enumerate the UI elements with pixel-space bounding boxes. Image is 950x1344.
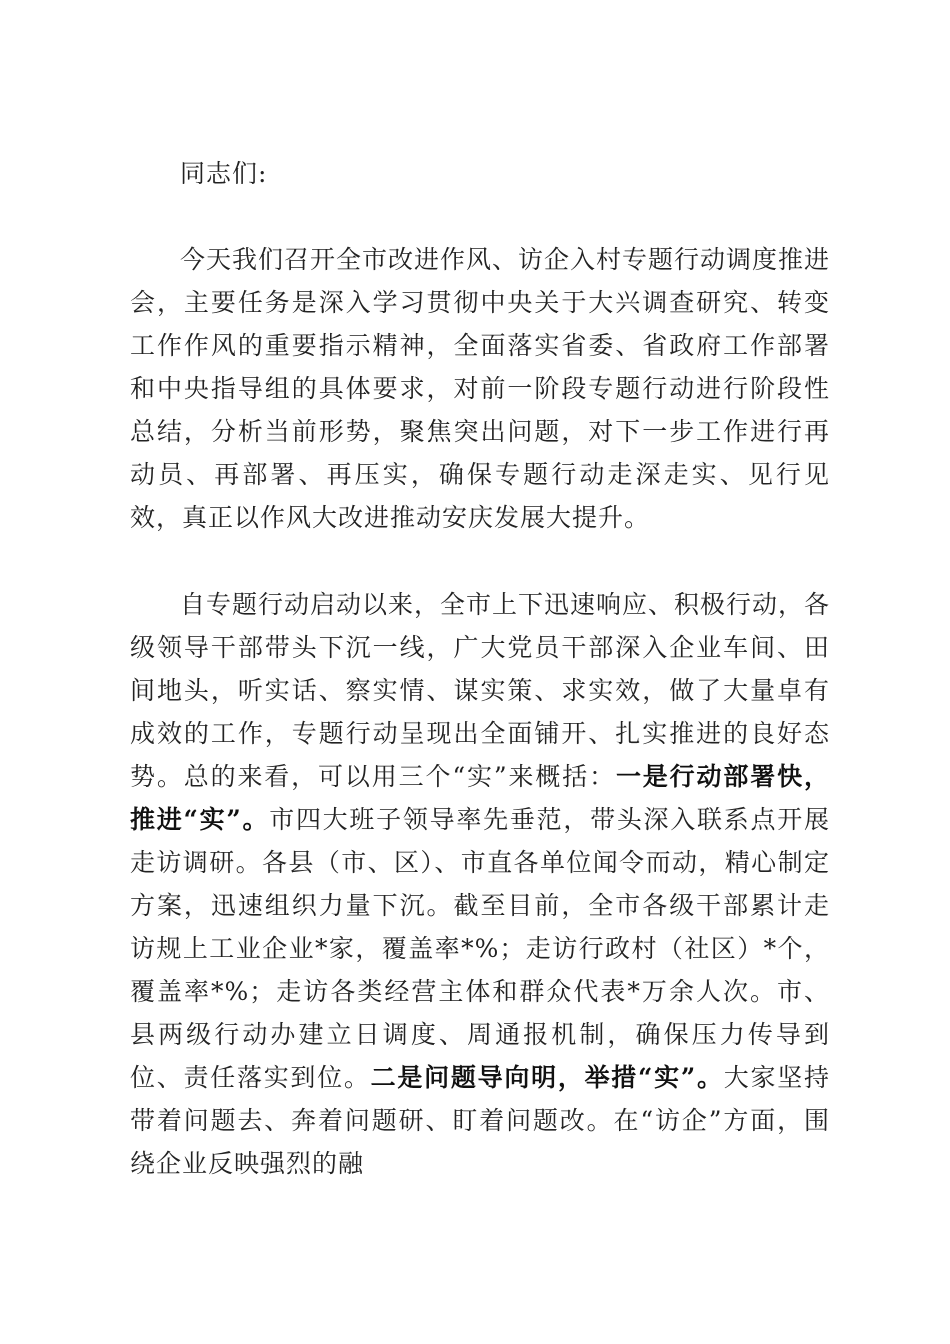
paragraph-progress <box>130 583 830 1185</box>
point-2-body: 大家坚持带着问题去、奔着问题研、盯着问题改。在“访企”方面，围绕企业反映强烈的融 <box>130 1063 830 1178</box>
paragraph-progress-intro: 自专题行动启动以来，全市上下迅速响应、积极行动，各级领导干部带头下沉一线，广大党员干部深入企业车间、田间地头，听实话、察实情、谋实策、求实效，做了大量卓有成效的工作，专题行动呈现出全面铺开、扎实推进的良好态势。总的来看，可以用三个“实”来概括： <box>130 590 831 791</box>
salutation: 同志们: <box>180 159 268 188</box>
point-1-heading: 一是行动部署快，推进“实”。 <box>130 762 830 834</box>
point-1-body: 市四大班子领导率先垂范，带头深入联系点开展走访调研。各县（市、区）、市直各单位闻令而动，精心制定方案，迅速组织力量下沉。截至目前，全市各级干部累计走访规上工业企业*家，覆盖率*%；走访行政村（社区）*个，覆盖率*%；走访各类经营主体和群众代表*万余人次。市、县两级行动办建立日调度、周通报机制，确保压力传导到位、责任落实到位。 <box>130 805 830 1092</box>
point-2-heading: 二是问题导向明，举措“实”。 <box>370 1063 724 1092</box>
paragraph-opening: 今天我们召开全市改进作风、访企入村专题行动调度推进会，主要任务是深入学习贯彻中央关于大兴调查研究、转变工作作风的重要指示精神，全面落实省委、省政府工作部署和中央指导组的具体要求，对前一阶段专题行动进行阶段性总结，分析当前形势，聚焦突出问题，对下一步工作进行再动员、再部署、再压实，确保专题行动走深走实、见行见效，真正以作风大改进推动安庆发展大提升。 <box>130 245 831 532</box>
